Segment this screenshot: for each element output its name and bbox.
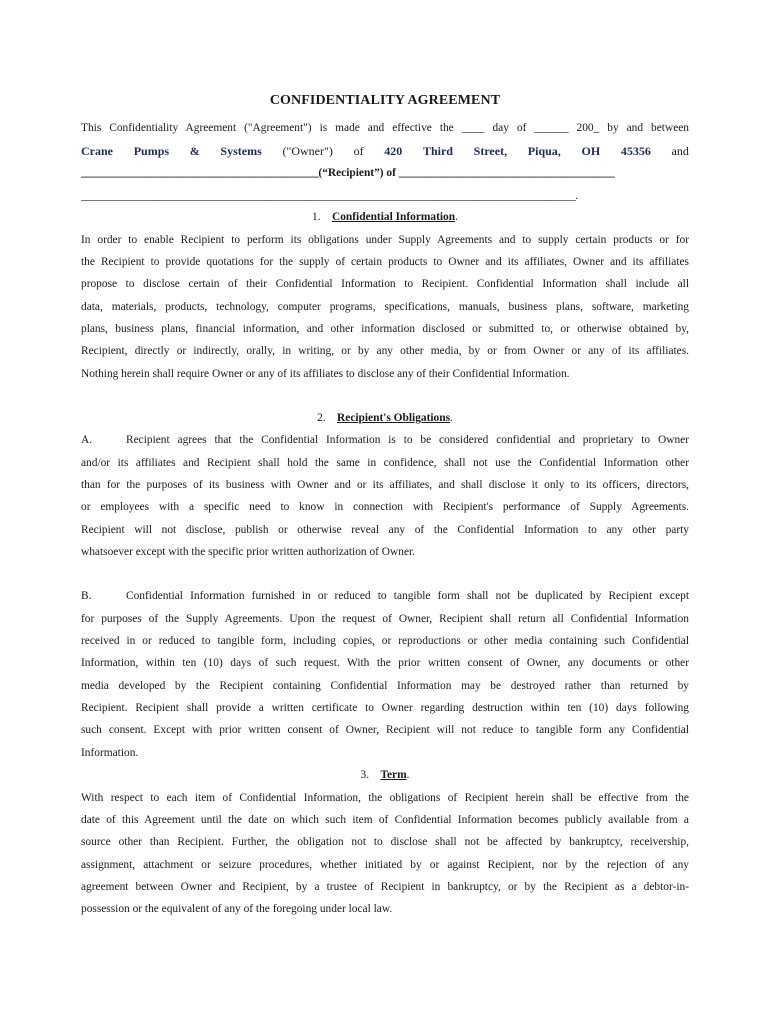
- document-title: CONFIDENTIALITY AGREEMENT: [269, 93, 501, 108]
- party-word: 420: [384, 144, 403, 158]
- s1-line: Nothing herein shall require Owner or any of its affiliates to disclose any of their Confidential Information.: [81, 368, 570, 380]
- party-word: 45356: [620, 144, 651, 158]
- party-word: Piqua,: [527, 144, 561, 158]
- party-word: Systems: [220, 144, 262, 158]
- section-title: Confidential Information: [331, 211, 456, 223]
- party-word: Third: [422, 144, 453, 158]
- party-word: OH: [581, 144, 601, 158]
- party-word: Crane: [81, 144, 113, 158]
- s3-line: possession or the equivalent of any of the foregoing under local law.: [81, 903, 393, 915]
- s1-line: plans, business plans, financial information, and other information disclosed or submitted to, or otherwise obtained by,: [81, 323, 689, 335]
- party-word: and: [671, 144, 689, 158]
- intro-party-line: [81, 144, 689, 158]
- para-label: A.: [81, 434, 93, 446]
- s3-line: assignment, attachment or seizure procedures, whether initiated by or against Recipient, nor by the rejection of any: [81, 859, 689, 871]
- recipient-label: (“Recipient”) of: [318, 167, 396, 179]
- section-3-heading: 3. Term.: [360, 769, 410, 781]
- s2b-line: such consent. Except with prior written consent of Owner, Recipient will not reduce to tangible form any Confidential: [81, 724, 689, 736]
- section-number: 3.: [360, 769, 370, 781]
- para-label: B.: [81, 590, 92, 602]
- s2a-line: and/or its affiliates and Recipient shall hold the same in confidence, shall not use the Confidential Information other: [81, 457, 689, 469]
- s2b-line: received in or reduced to tangible form, including copies, or reproductions or other media containing such Confidential: [81, 635, 689, 647]
- date-blank: ____________________________________________: [81, 167, 319, 179]
- party-word: &: [189, 144, 200, 158]
- section-title: Term: [380, 769, 407, 781]
- party-word: Street,: [473, 144, 508, 158]
- s2a-line: than for the purposes of its business with Owner and or its affiliates, and shall disclose it only to its officers, directors,: [81, 479, 689, 491]
- s1-line: propose to disclose certain of their Confidential Information to Recipient. Confidential Information shall include all: [81, 278, 689, 290]
- party-word: of: [353, 144, 364, 158]
- address-blank: ________________________________________: [398, 167, 615, 179]
- s3-line: date of this Agreement until the date on which such item of Confidential Information becomes publicly available from a: [81, 814, 689, 826]
- para-text: Confidential Information furnished in or reduced to tangible form shall not be duplicated by Recipient except: [126, 590, 689, 602]
- party-word: Pumps: [133, 144, 170, 158]
- section-number: 1.: [312, 211, 321, 223]
- s2b-line: for purposes of the Supply Agreements. Upon the request of Owner, Recipient shall return all Confidential Information: [81, 613, 689, 625]
- section-number: 2.: [317, 412, 326, 424]
- s2b-line: Information.: [81, 747, 139, 759]
- s1-line: Recipient, directly or indirectly, orally, in writing, or by any other media, by or from Owner or any of its affiliates.: [81, 345, 689, 357]
- s1-line: In order to enable Recipient to perform its obligations under Supply Agreements and to supply certain products or for: [81, 234, 689, 246]
- intro-line-3: [81, 166, 689, 180]
- section-1-heading: 1. Confidential Information.: [312, 211, 458, 223]
- s2b-line: Information, within ten (10) days of such request. With the prior written consent of Owner, any documents or other: [81, 657, 689, 669]
- party-word: ("Owner"): [282, 144, 333, 158]
- s2b-line: media developed by the Recipient containing Confidential Information may be destroyed rather than returned by: [81, 680, 689, 692]
- section-title: Recipient's Obligations: [337, 412, 451, 424]
- s2b-line-first: [81, 589, 689, 603]
- s3-line: source other than Recipient. Further, the obligation not to disclose shall not be affected by bankruptcy, receivership,: [81, 836, 689, 848]
- s3-line: agreement between Owner and Recipient, by a trustee of Recipient in bankruptcy, or by the Recipient as a debtor-in-: [81, 881, 689, 893]
- s2a-line-first: [81, 433, 689, 447]
- s2a-line: whatsoever except with the specific prior written authorization of Owner.: [81, 546, 416, 558]
- s1-line: the Recipient to provide quotations for the supply of certain products to Owner and its affiliates, Owner and its affiliates: [81, 256, 689, 268]
- para-text: Recipient agrees that the Confidential Information is to be considered confidential and proprietary to Owner: [126, 434, 689, 446]
- section-2-heading: 2. Recipient's Obligations.: [317, 412, 453, 424]
- intro-line-1: This Confidentiality Agreement ("Agreement") is made and effective the ____ day of ______ 200_ by and between: [81, 122, 689, 134]
- s2a-line: or employees with a specific need to know in connection with Recipient's performance of Supply Agreements.: [81, 501, 689, 513]
- intro-line-4: _________________________________________________________________________________________________.: [81, 190, 578, 202]
- s2a-line: Recipient will not disclose, publish or otherwise reveal any of the Confidential Information to any other party: [81, 524, 689, 536]
- s3-line: With respect to each item of Confidential Information, the obligations of Recipient herein shall be effective from the: [81, 792, 689, 804]
- s1-line: data, materials, products, technology, computer programs, specifications, manuals, business plans, software, marketing: [81, 301, 689, 313]
- s2b-line: Recipient. Recipient shall provide a written certificate to Owner regarding destruction within ten (10) days following: [81, 702, 689, 714]
